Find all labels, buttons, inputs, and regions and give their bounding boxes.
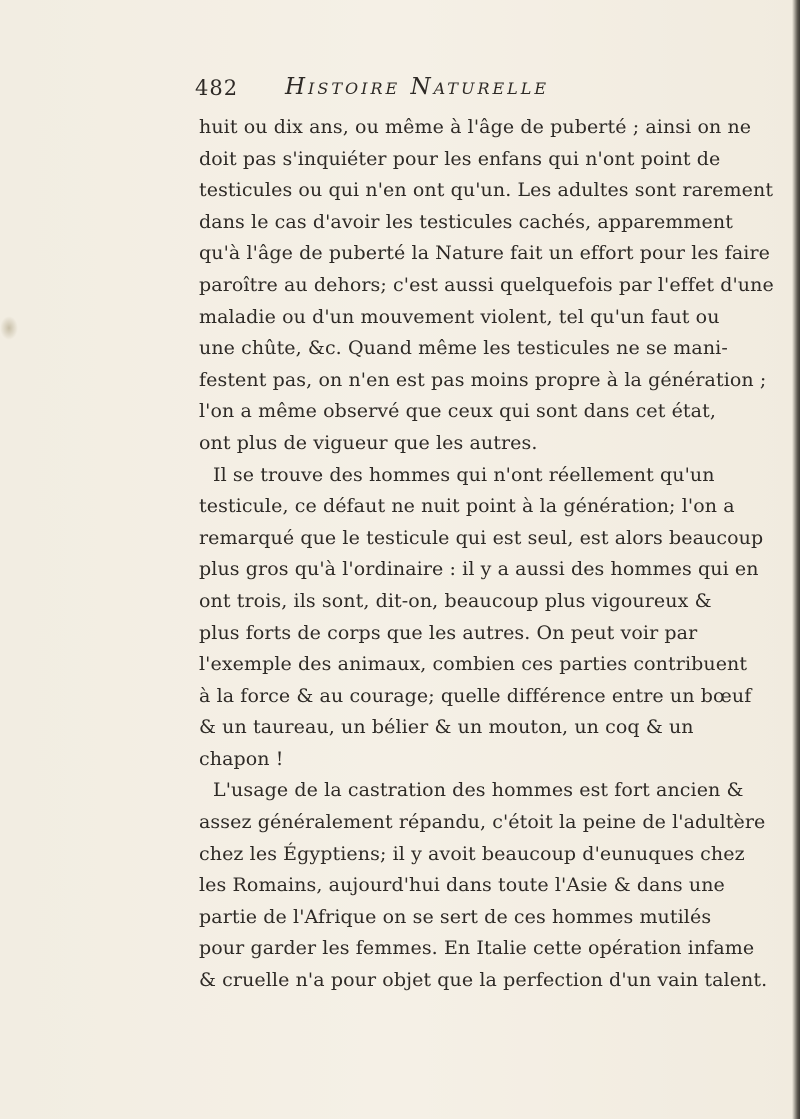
paragraph-start-line: L'usage de la castration des hommes est fort ancien &	[213, 779, 744, 802]
running-title: Histoire Naturelle	[285, 74, 550, 100]
text-line: & cruelle n'a pour objet que la perfection d'un vain talent.	[199, 969, 768, 992]
text-line: remarqué que le testicule qui est seul, est alors beaucoup	[199, 526, 764, 549]
text-line: assez généralement répandu, c'étoit la peine de l'adultère	[199, 811, 766, 834]
text-line: plus gros qu'à l'ordinaire : il y a aussi des hommes qui en	[199, 558, 759, 581]
text-line: maladie ou d'un mouvement violent, tel qu'un faut ou	[199, 305, 720, 328]
text-line: partie de l'Afrique on se sert de ces hommes mutilés	[199, 905, 712, 928]
paper-stain	[0, 316, 18, 340]
text-line: huit ou dix ans, ou même à l'âge de puberté ; ainsi on ne	[199, 116, 752, 138]
text-line: une chûte, &c. Quand même les testicules ne se mani-	[199, 337, 728, 360]
text-line: qu'à l'âge de puberté la Nature fait un effort pour les faire	[199, 242, 771, 265]
text-line: ont plus de vigueur que les autres.	[199, 431, 538, 454]
text-line: festent pas, on n'en est pas moins propre à la génération ;	[199, 368, 767, 391]
text-line: ont trois, ils sont, dit-on, beaucoup plus vigoureux &	[199, 589, 712, 612]
text-line: les Romains, aujourd'hui dans toute l'Asie & dans une	[199, 874, 725, 897]
page-number: 482	[195, 76, 239, 100]
text-line: l'on a même observé que ceux qui sont dans cet état,	[199, 400, 716, 423]
text-line: dans le cas d'avoir les testicules cachés, apparemment	[199, 210, 733, 233]
text-line: paroître au dehors; c'est aussi quelquefois par l'effet d'une	[199, 273, 774, 296]
text-line: & un taureau, un bélier & un mouton, un coq & un	[199, 716, 694, 739]
text-line: testicule, ce défaut ne nuit point à la génération; l'on a	[199, 495, 735, 518]
text-line: chez les Égyptiens; il y avoit beaucoup d'eunuques chez	[199, 842, 745, 865]
page-edge-shadow	[792, 0, 800, 1119]
text-line: doit pas s'inquiéter pour les enfans qui n'ont point de	[199, 147, 721, 170]
text-line: plus forts de corps que les autres. On peut voir par	[199, 621, 698, 644]
body-text	[199, 112, 774, 997]
page-header	[195, 76, 735, 112]
text-line: pour garder les femmes. En Italie cette opération infame	[199, 937, 755, 960]
paragraph-start-line: Il se trouve des hommes qui n'ont réellement qu'un	[213, 463, 715, 486]
text-line: chapon !	[199, 747, 284, 770]
text-line: testicules ou qui n'en ont qu'un. Les adultes sont rarement	[199, 179, 774, 202]
text-line: à la force & au courage; quelle différence entre un bœuf	[199, 684, 752, 707]
text-line: l'exemple des animaux, combien ces parties contribuent	[199, 653, 748, 676]
